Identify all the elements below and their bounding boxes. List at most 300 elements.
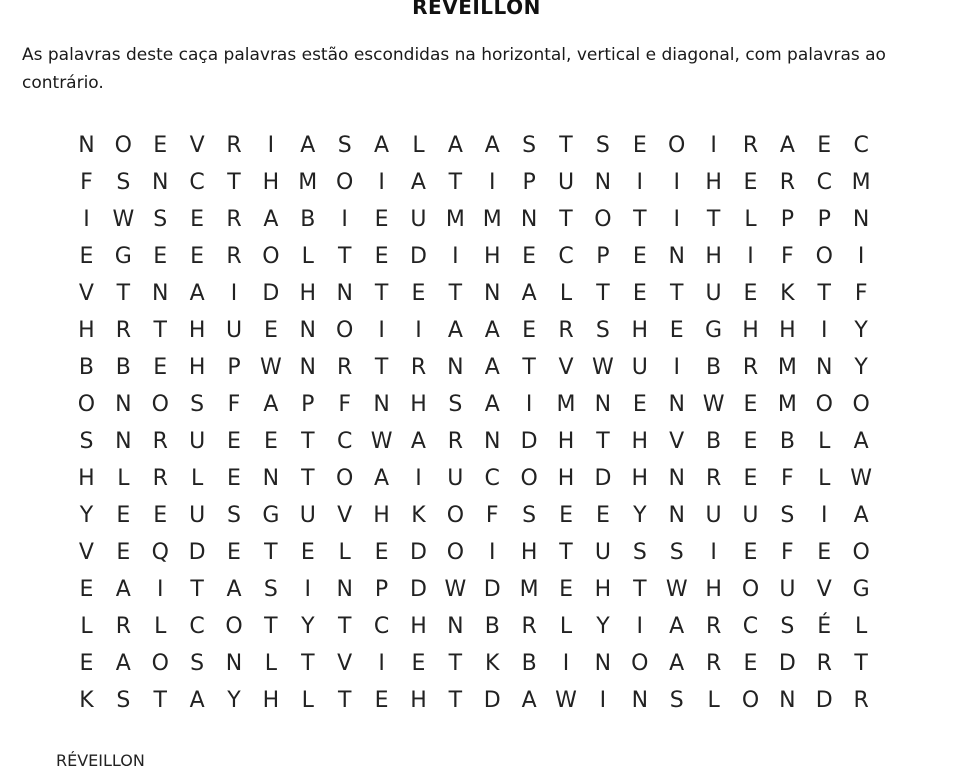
grid-cell[interactable]: A	[669, 614, 685, 639]
grid-cell[interactable]: A	[484, 318, 500, 343]
grid-cell[interactable]: D	[778, 651, 796, 676]
grid-cell[interactable]: N	[447, 614, 464, 639]
grid-cell[interactable]: T	[596, 281, 610, 306]
grid-cell[interactable]: Y	[854, 318, 868, 343]
grid-cell[interactable]: L	[264, 651, 278, 676]
grid-cell[interactable]: S	[116, 688, 131, 713]
grid-cell[interactable]: S	[190, 392, 205, 417]
grid-cell[interactable]: P	[227, 355, 241, 380]
grid-cell[interactable]: A	[669, 651, 685, 676]
grid-cell[interactable]: N	[225, 651, 243, 676]
grid-cell[interactable]: R	[447, 429, 463, 454]
grid-cell[interactable]: P	[301, 392, 315, 417]
grid-cell[interactable]: A	[447, 318, 463, 343]
grid-cell[interactable]: U	[225, 318, 243, 343]
grid-cell[interactable]: N	[447, 355, 464, 380]
grid-cell[interactable]: L	[190, 466, 204, 491]
grid-cell[interactable]: T	[116, 281, 131, 306]
grid-cell[interactable]: E	[374, 688, 389, 713]
grid-cell[interactable]: A	[189, 281, 205, 306]
grid-cell[interactable]: Y	[854, 355, 868, 380]
grid-cell[interactable]: C	[742, 614, 759, 639]
grid-cell[interactable]: W	[665, 577, 688, 602]
grid-cell[interactable]: U	[299, 503, 316, 528]
grid-cell[interactable]: I	[710, 540, 717, 565]
grid-cell[interactable]: A	[484, 392, 500, 417]
grid-cell[interactable]: I	[673, 207, 680, 232]
grid-cell[interactable]: S	[153, 207, 168, 232]
grid-cell[interactable]: F	[80, 170, 93, 195]
grid-cell[interactable]: T	[190, 577, 204, 602]
grid-cell[interactable]: U	[705, 281, 722, 306]
grid-cell[interactable]: C	[189, 614, 205, 639]
grid-cell[interactable]: I	[230, 281, 238, 306]
grid-cell[interactable]: M	[777, 355, 797, 380]
grid-cell[interactable]: A	[779, 133, 795, 158]
grid-cell[interactable]: T	[448, 281, 463, 306]
grid-cell[interactable]: S	[448, 392, 463, 417]
grid-cell[interactable]: L	[117, 466, 130, 491]
grid-cell[interactable]: P	[596, 244, 610, 269]
grid-cell[interactable]: H	[779, 318, 796, 343]
grid-cell[interactable]: Y	[301, 614, 315, 639]
grid-cell[interactable]: O	[446, 503, 465, 528]
grid-cell[interactable]: S	[669, 688, 684, 713]
grid-cell[interactable]: H	[705, 244, 722, 269]
grid-cell[interactable]: R	[853, 688, 869, 713]
grid-cell[interactable]: I	[304, 577, 312, 602]
grid-cell[interactable]: N	[668, 244, 685, 269]
grid-cell[interactable]: E	[632, 133, 647, 158]
grid-cell[interactable]: T	[817, 281, 831, 306]
grid-cell[interactable]: L	[559, 614, 573, 639]
grid-cell[interactable]: R	[115, 318, 131, 343]
grid-cell[interactable]: V	[558, 355, 574, 380]
grid-cell[interactable]: O	[225, 614, 243, 639]
grid-cell[interactable]: T	[153, 688, 167, 713]
grid-cell[interactable]: H	[742, 318, 759, 343]
grid-cell[interactable]: T	[559, 540, 573, 565]
grid-cell[interactable]: S	[632, 540, 647, 565]
grid-cell[interactable]: E	[190, 244, 205, 269]
grid-cell[interactable]: V	[337, 651, 353, 676]
grid-cell[interactable]: E	[153, 355, 168, 380]
grid-cell[interactable]: N	[852, 207, 870, 232]
grid-cell[interactable]: E	[743, 429, 758, 454]
grid-cell[interactable]: W	[555, 688, 577, 713]
grid-cell[interactable]: M	[851, 170, 871, 195]
grid-cell[interactable]: T	[301, 429, 315, 454]
grid-cell[interactable]: N	[262, 466, 280, 491]
grid-cell[interactable]: F	[854, 281, 868, 306]
grid-cell[interactable]: S	[669, 540, 684, 565]
grid-cell[interactable]: N	[668, 466, 685, 491]
grid-cell[interactable]: T	[522, 355, 536, 380]
grid-cell[interactable]: I	[636, 170, 644, 195]
grid-cell[interactable]: A	[853, 503, 869, 528]
grid-cell[interactable]: E	[227, 540, 241, 565]
grid-cell[interactable]: E	[300, 540, 315, 565]
grid-cell[interactable]: I	[267, 133, 275, 158]
grid-cell[interactable]: T	[301, 651, 315, 676]
grid-cell[interactable]: S	[79, 429, 94, 454]
grid-cell[interactable]: T	[153, 318, 167, 343]
grid-cell[interactable]: I	[673, 170, 680, 195]
grid-cell[interactable]: W	[592, 355, 614, 380]
grid-cell[interactable]: H	[483, 244, 501, 269]
grid-cell[interactable]: A	[189, 688, 205, 713]
grid-cell[interactable]: N	[484, 281, 501, 306]
grid-cell[interactable]: B	[78, 355, 94, 380]
grid-cell[interactable]: P	[374, 577, 389, 602]
grid-cell[interactable]: T	[706, 207, 721, 232]
grid-cell[interactable]: E	[743, 466, 758, 491]
grid-cell[interactable]: N	[816, 355, 833, 380]
grid-cell[interactable]: L	[818, 466, 831, 491]
grid-cell[interactable]: E	[190, 207, 205, 232]
grid-cell[interactable]: C	[484, 466, 500, 491]
grid-cell[interactable]: H	[594, 577, 612, 602]
grid-cell[interactable]: E	[743, 281, 758, 306]
grid-cell[interactable]: S	[780, 614, 795, 639]
grid-cell[interactable]: T	[669, 281, 684, 306]
grid-cell[interactable]: I	[562, 651, 570, 676]
grid-cell[interactable]: T	[596, 429, 610, 454]
grid-cell[interactable]: D	[188, 540, 206, 565]
grid-cell[interactable]: E	[374, 207, 389, 232]
grid-cell[interactable]: H	[262, 688, 280, 713]
grid-cell[interactable]: L	[559, 281, 573, 306]
grid-cell[interactable]: N	[594, 651, 612, 676]
grid-cell[interactable]: R	[115, 614, 131, 639]
grid-cell[interactable]: G	[114, 244, 132, 269]
grid-cell[interactable]: E	[411, 281, 426, 306]
grid-cell[interactable]: S	[522, 503, 537, 528]
grid-cell[interactable]: W	[850, 466, 873, 491]
grid-cell[interactable]: H	[78, 318, 95, 343]
grid-cell[interactable]: I	[857, 244, 865, 269]
grid-cell[interactable]: I	[747, 244, 754, 269]
grid-cell[interactable]: M	[482, 207, 502, 232]
grid-cell[interactable]: I	[636, 614, 644, 639]
grid-cell[interactable]: H	[410, 392, 427, 417]
grid-cell[interactable]: H	[557, 429, 575, 454]
grid-cell[interactable]: E	[116, 540, 131, 565]
grid-cell[interactable]: A	[853, 429, 869, 454]
grid-cell[interactable]: F	[781, 540, 794, 565]
grid-cell[interactable]: V	[78, 281, 94, 306]
grid-cell[interactable]: C	[373, 614, 390, 639]
grid-cell[interactable]: H	[705, 577, 722, 602]
grid-cell[interactable]: N	[779, 688, 796, 713]
grid-cell[interactable]: E	[263, 318, 278, 343]
grid-cell[interactable]: N	[484, 429, 501, 454]
grid-cell[interactable]: P	[522, 170, 536, 195]
grid-cell[interactable]: N	[668, 392, 685, 417]
grid-cell[interactable]: T	[633, 207, 647, 232]
grid-cell[interactable]: L	[744, 207, 757, 232]
grid-cell[interactable]: L	[707, 688, 720, 713]
grid-cell[interactable]: P	[817, 207, 831, 232]
grid-cell[interactable]: K	[411, 503, 426, 528]
grid-cell[interactable]: R	[152, 429, 168, 454]
grid-cell[interactable]: L	[855, 614, 868, 639]
grid-cell[interactable]: T	[227, 170, 241, 195]
grid-cell[interactable]: A	[263, 392, 279, 417]
grid-cell[interactable]: N	[151, 281, 169, 306]
grid-cell[interactable]: E	[817, 133, 832, 158]
grid-cell[interactable]: C	[189, 170, 205, 195]
grid-cell[interactable]: O	[852, 392, 870, 417]
grid-cell[interactable]: I	[378, 170, 385, 195]
grid-cell[interactable]: A	[521, 281, 537, 306]
grid-cell[interactable]: T	[559, 133, 573, 158]
grid-cell[interactable]: T	[337, 688, 352, 713]
grid-cell[interactable]: E	[632, 281, 647, 306]
grid-cell[interactable]: A	[484, 355, 500, 380]
grid-cell[interactable]: R	[742, 355, 759, 380]
grid-cell[interactable]: A	[521, 688, 537, 713]
grid-cell[interactable]: G	[852, 577, 870, 602]
grid-cell[interactable]: E	[559, 577, 573, 602]
grid-cell[interactable]: S	[595, 318, 610, 343]
grid-cell[interactable]: B	[521, 651, 537, 676]
grid-cell[interactable]: H	[705, 170, 722, 195]
grid-cell[interactable]: C	[558, 244, 574, 269]
grid-cell[interactable]: O	[114, 133, 132, 158]
grid-cell[interactable]: N	[631, 688, 649, 713]
grid-cell[interactable]: E	[411, 651, 426, 676]
grid-cell[interactable]: N	[151, 170, 169, 195]
grid-cell[interactable]: L	[154, 614, 167, 639]
grid-cell[interactable]: N	[115, 392, 132, 417]
grid-cell[interactable]: N	[594, 170, 612, 195]
grid-cell[interactable]: V	[337, 503, 353, 528]
grid-cell[interactable]: O	[852, 540, 870, 565]
grid-cell[interactable]: M	[519, 577, 539, 602]
grid-cell[interactable]: I	[488, 540, 496, 565]
grid-cell[interactable]: U	[742, 503, 759, 528]
grid-cell[interactable]: E	[522, 244, 537, 269]
grid-cell[interactable]: H	[299, 281, 317, 306]
grid-cell[interactable]: D	[594, 466, 612, 491]
grid-cell[interactable]: A	[263, 207, 279, 232]
grid-cell[interactable]: T	[448, 170, 463, 195]
grid-cell[interactable]: O	[741, 688, 760, 713]
grid-cell[interactable]: E	[559, 503, 573, 528]
grid-cell[interactable]: O	[815, 392, 833, 417]
grid-cell[interactable]: N	[373, 392, 390, 417]
grid-cell[interactable]: G	[262, 503, 280, 528]
grid-cell[interactable]: S	[337, 133, 352, 158]
grid-cell[interactable]: R	[705, 466, 722, 491]
grid-cell[interactable]: H	[410, 614, 427, 639]
grid-cell[interactable]: E	[522, 318, 537, 343]
grid-cell[interactable]: H	[557, 466, 575, 491]
grid-cell[interactable]: R	[558, 318, 574, 343]
grid-cell[interactable]: R	[337, 355, 353, 380]
grid-cell[interactable]: I	[821, 503, 828, 528]
grid-cell[interactable]: I	[83, 207, 90, 232]
grid-cell[interactable]: I	[821, 318, 828, 343]
grid-cell[interactable]: Q	[151, 540, 169, 565]
grid-cell[interactable]: O	[336, 170, 354, 195]
grid-cell[interactable]: E	[153, 133, 168, 158]
grid-cell[interactable]: N	[594, 392, 612, 417]
grid-cell[interactable]: U	[557, 170, 575, 195]
grid-cell[interactable]: S	[780, 503, 795, 528]
grid-cell[interactable]: F	[227, 392, 241, 417]
grid-cell[interactable]: R	[705, 614, 722, 639]
grid-cell[interactable]: S	[116, 170, 131, 195]
grid-cell[interactable]: R	[816, 651, 832, 676]
grid-cell[interactable]: E	[632, 244, 647, 269]
grid-cell[interactable]: R	[226, 207, 242, 232]
grid-cell[interactable]: E	[632, 392, 647, 417]
grid-cell[interactable]: I	[415, 318, 422, 343]
grid-cell[interactable]: T	[854, 651, 868, 676]
grid-cell[interactable]: E	[595, 503, 610, 528]
grid-cell[interactable]: L	[412, 133, 425, 158]
grid-cell[interactable]: E	[669, 318, 684, 343]
grid-cell[interactable]: V	[816, 577, 832, 602]
grid-cell[interactable]: É	[817, 614, 832, 639]
grid-cell[interactable]: D	[409, 540, 427, 565]
grid-cell[interactable]: E	[79, 577, 94, 602]
grid-cell[interactable]: R	[226, 133, 242, 158]
grid-cell[interactable]: T	[559, 207, 573, 232]
grid-cell[interactable]: E	[79, 244, 94, 269]
grid-cell[interactable]: O	[151, 651, 169, 676]
grid-cell[interactable]: I	[673, 355, 680, 380]
grid-cell[interactable]: E	[817, 540, 832, 565]
grid-cell[interactable]: I	[156, 577, 164, 602]
grid-cell[interactable]: N	[299, 355, 317, 380]
grid-cell[interactable]: C	[336, 429, 353, 454]
grid-cell[interactable]: A	[115, 651, 131, 676]
grid-cell[interactable]: A	[115, 577, 131, 602]
grid-cell[interactable]: S	[595, 133, 610, 158]
grid-cell[interactable]: E	[227, 429, 241, 454]
grid-cell[interactable]: D	[520, 429, 538, 454]
grid-cell[interactable]: A	[226, 577, 242, 602]
grid-cell[interactable]: O	[520, 466, 538, 491]
grid-cell[interactable]: L	[301, 688, 314, 713]
grid-cell[interactable]: S	[522, 133, 537, 158]
grid-cell[interactable]: H	[631, 429, 649, 454]
grid-cell[interactable]: T	[448, 651, 463, 676]
grid-cell[interactable]: W	[112, 207, 135, 232]
grid-cell[interactable]: O	[77, 392, 96, 417]
grid-cell[interactable]: I	[341, 207, 348, 232]
grid-cell[interactable]: M	[445, 207, 465, 232]
grid-cell[interactable]: H	[188, 355, 206, 380]
grid-cell[interactable]: O	[336, 466, 354, 491]
grid-cell[interactable]: I	[710, 133, 717, 158]
grid-cell[interactable]: O	[151, 392, 169, 417]
grid-cell[interactable]: R	[152, 466, 168, 491]
grid-cell[interactable]: O	[815, 244, 833, 269]
grid-cell[interactable]: R	[779, 170, 796, 195]
grid-cell[interactable]: L	[80, 614, 93, 639]
grid-cell[interactable]: E	[743, 392, 758, 417]
grid-cell[interactable]: I	[452, 244, 459, 269]
grid-cell[interactable]: M	[556, 392, 576, 417]
grid-cell[interactable]: I	[378, 651, 385, 676]
grid-cell[interactable]: T	[337, 244, 352, 269]
grid-cell[interactable]: E	[743, 170, 758, 195]
grid-cell[interactable]: S	[227, 503, 241, 528]
grid-cell[interactable]: N	[668, 503, 685, 528]
grid-cell[interactable]: S	[190, 651, 205, 676]
grid-cell[interactable]: V	[669, 429, 685, 454]
grid-cell[interactable]: T	[374, 281, 389, 306]
grid-cell[interactable]: T	[264, 540, 278, 565]
grid-cell[interactable]: S	[263, 577, 278, 602]
grid-cell[interactable]: H	[78, 466, 95, 491]
grid-cell[interactable]: T	[301, 466, 315, 491]
grid-cell[interactable]: R	[521, 614, 537, 639]
grid-cell[interactable]: N	[299, 318, 317, 343]
grid-cell[interactable]: H	[262, 170, 280, 195]
grid-cell[interactable]: L	[338, 540, 351, 565]
grid-cell[interactable]: I	[488, 170, 496, 195]
grid-cell[interactable]: A	[447, 133, 463, 158]
grid-cell[interactable]: U	[779, 577, 796, 602]
grid-cell[interactable]: U	[594, 540, 611, 565]
grid-cell[interactable]: B	[115, 355, 131, 380]
grid-cell[interactable]: B	[779, 429, 795, 454]
grid-cell[interactable]: O	[668, 133, 686, 158]
grid-cell[interactable]: T	[374, 355, 389, 380]
grid-cell[interactable]: W	[260, 355, 282, 380]
grid-cell[interactable]: I	[525, 392, 533, 417]
grid-cell[interactable]: O	[741, 577, 760, 602]
grid-cell[interactable]: D	[483, 577, 501, 602]
grid-cell[interactable]: H	[631, 466, 649, 491]
grid-cell[interactable]: N	[115, 429, 132, 454]
grid-cell[interactable]: R	[742, 133, 759, 158]
grid-cell[interactable]: T	[448, 688, 463, 713]
grid-cell[interactable]: H	[520, 540, 538, 565]
grid-cell[interactable]: O	[446, 540, 465, 565]
grid-cell[interactable]: F	[781, 244, 794, 269]
grid-cell[interactable]: A	[374, 133, 390, 158]
grid-cell[interactable]: U	[189, 429, 206, 454]
grid-cell[interactable]: B	[484, 614, 500, 639]
grid-cell[interactable]: O	[631, 651, 649, 676]
grid-cell[interactable]: K	[485, 651, 500, 676]
grid-cell[interactable]: M	[298, 170, 318, 195]
grid-cell[interactable]: K	[79, 688, 94, 713]
grid-cell[interactable]: F	[338, 392, 351, 417]
grid-cell[interactable]: P	[780, 207, 794, 232]
grid-cell[interactable]: W	[702, 392, 725, 417]
grid-cell[interactable]: U	[705, 503, 722, 528]
grid-cell[interactable]: A	[374, 466, 390, 491]
grid-cell[interactable]: B	[706, 355, 722, 380]
grid-cell[interactable]: O	[594, 207, 612, 232]
grid-cell[interactable]: E	[116, 503, 131, 528]
grid-cell[interactable]: C	[853, 133, 869, 158]
grid-cell[interactable]: A	[410, 170, 426, 195]
grid-cell[interactable]: W	[370, 429, 393, 454]
grid-cell[interactable]: Y	[79, 503, 94, 528]
grid-cell[interactable]: Y	[227, 688, 241, 713]
grid-cell[interactable]: N	[336, 281, 353, 306]
grid-cell[interactable]: I	[415, 466, 422, 491]
grid-cell[interactable]: C	[816, 170, 832, 195]
